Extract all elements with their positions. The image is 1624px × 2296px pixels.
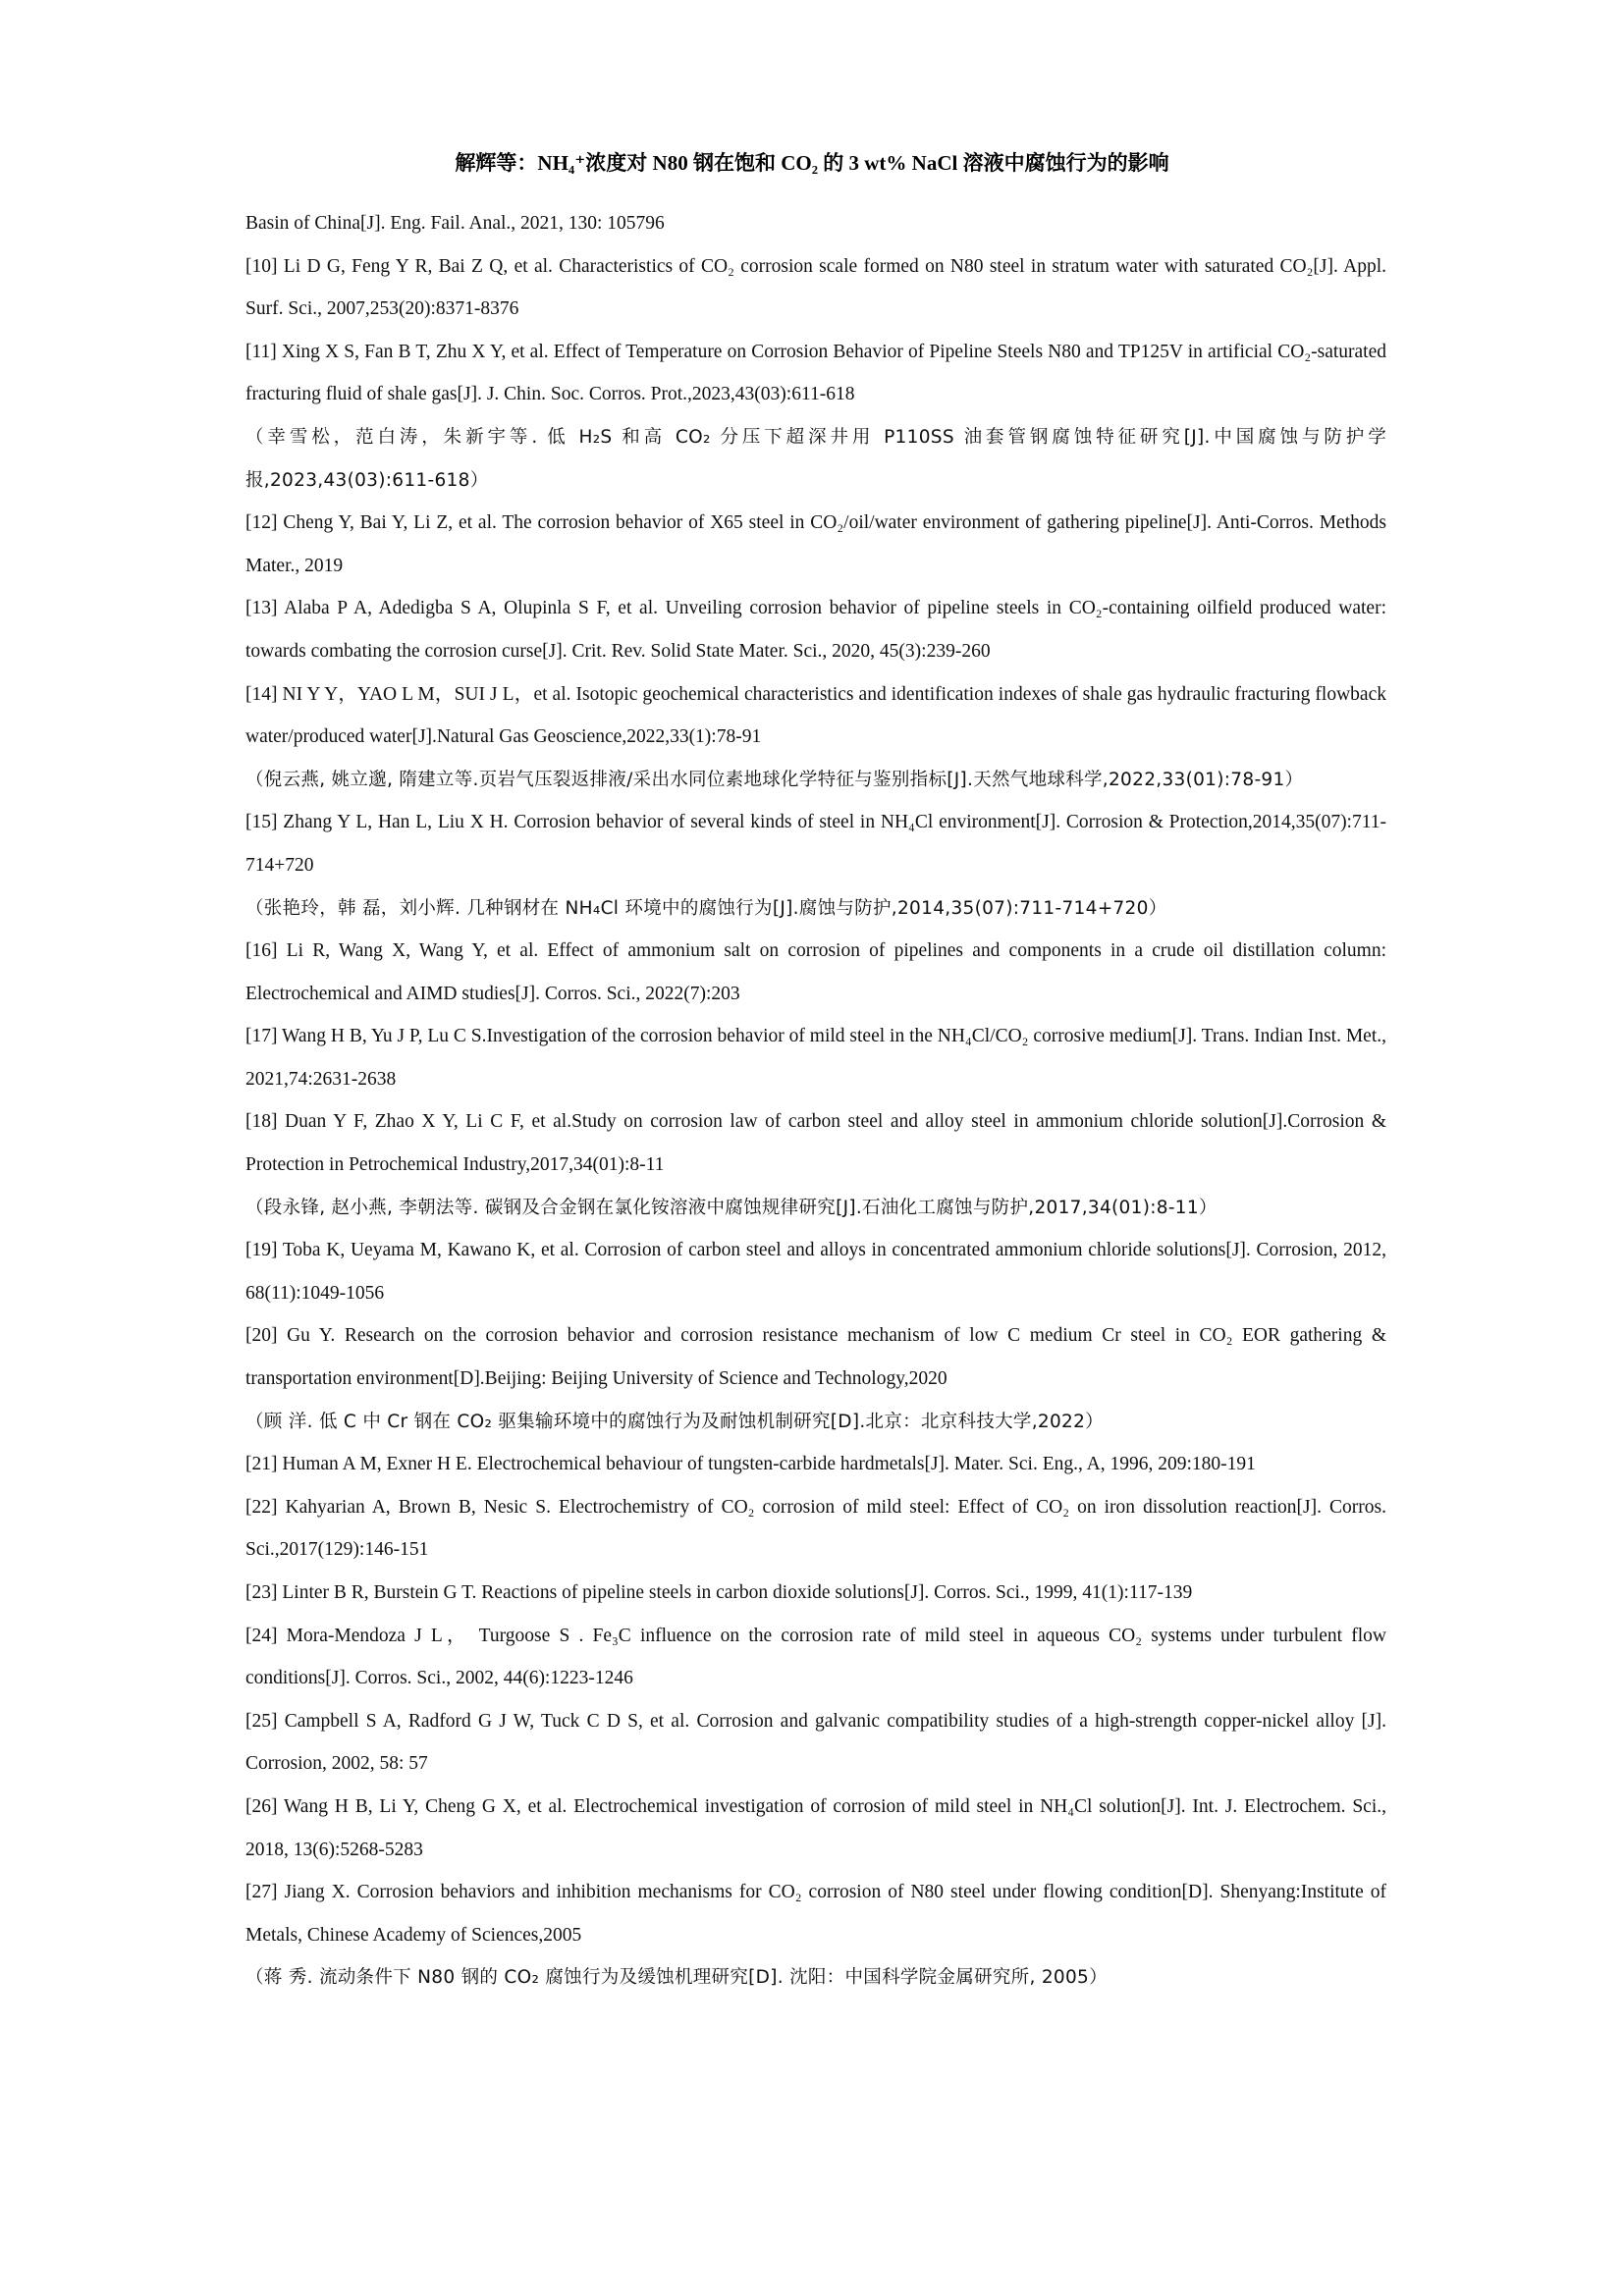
reference-entry: [19] Toba K, Ueyama M, Kawano K, et al. Corrosion of carbon steel and alloys in concentrated ammonium chloride solutions[J]. Corrosion, 2012, 68(11):1049-1056 [245, 1240, 1386, 1304]
reference-entry-translation: （幸雪松，范白涛，朱新宇等. 低 H₂S 和高 CO₂ 分压下超深井用 P110SS 油套管钢腐蚀特征研究[J].中国腐蚀与防护学报,2023,43(03):611-618） [245, 426, 1386, 491]
reference-entry: [26] Wang H B, Li Y, Cheng G X, et al. Electrochemical investigation of corrosion of mild steel in NH₄Cl solution[J]. Int. J. Electrochem. Sci., 2018, 13(6):5268-5283 [245, 1795, 1386, 1860]
reference-entry: [10] Li D G, Feng Y R, Bai Z Q, et al. Characteristics of CO₂ corrosion scale formed on N80 steel in stratum water with saturated CO₂[J]. Appl. Surf. Sci., 2007,253(20):8371-8376 [245, 255, 1386, 320]
reference-entry: [24] Mora-Mendoza J L， Turgoose S . Fe₃C influence on the corrosion rate of mild steel in aqueous CO₂ systems under turbulent flow conditions[J]. Corros. Sci., 2002, 44(6):1223-1246 [245, 1625, 1386, 1689]
reference-entry: [21] Human A M, Exner H E. Electrochemical behaviour of tungsten-carbide hardmetals[J]. Mater. Sci. Eng., A, 1996, 209:180-191 [245, 1454, 1256, 1475]
reference-entry: [14] NI Y Y，YAO L M，SUI J L，et al. Isotopic geochemical characteristics and identification indexes of shale gas hydraulic fracturing flowback water/produced water[J].Natural Gas Geoscience,2022,33(1):78-91 [245, 683, 1386, 748]
reference-entry: [20] Gu Y. Research on the corrosion behavior and corrosion resistance mechanism of low C medium Cr steel in CO₂ EOR gathering & transportation environment[D].Beijing: Beijing University of Science and Technology,2020 [245, 1325, 1386, 1390]
reference-entry: [22] Kahyarian A, Brown B, Nesic S. Electrochemistry of CO₂ corrosion of mild steel: Effect of CO₂ on iron dissolution reaction[J]. Corros. Sci.,2017(129):146-151 [245, 1496, 1386, 1561]
reference-entry-translation: （张艳玲，韩 磊，刘小辉. 几种钢材在 NH₄Cl 环境中的腐蚀行为[J].腐蚀与防护,2014,35(07):711-714+720） [245, 897, 1167, 919]
reference-entry: [25] Campbell S A, Radford G J W, Tuck C D S, et al. Corrosion and galvanic compatibility studies of a high-strength copper-nickel alloy [J]. Corrosion, 2002, 58: 57 [245, 1710, 1386, 1775]
reference-entry: [18] Duan Y F, Zhao X Y, Li C F, et al.Study on corrosion law of carbon steel and alloy steel in ammonium chloride solution[J].Corrosion & Protection in Petrochemical Industry,2017,34(01):8-11 [245, 1111, 1386, 1176]
reference-entry: [13] Alaba P A, Adedigba S A, Olupinla S F, et al. Unveiling corrosion behavior of pipeline steels in CO₂-containing oilfield produced water: towards combating the corrosion curse[J]. Crit. Rev. Solid State Mater. Sci., 2020, 45(3):239-260 [245, 598, 1386, 662]
reference-entry: [23] Linter B R, Burstein G T. Reactions of pipeline steels in carbon dioxide solutions[J]. Corros. Sci., 1999, 41(1):117-139 [245, 1582, 1193, 1603]
reference-entry: [12] Cheng Y, Bai Y, Li Z, et al. The corrosion behavior of X65 steel in CO₂/oil/water environment of gathering pipeline[J]. Anti-Corros. Methods Mater., 2019 [245, 512, 1386, 576]
running-header: 解辉等：NH₄⁺浓度对 N80 钢在饱和 CO₂ 的 3 wt% NaCl 溶液中腐蚀行为的影响 [455, 151, 1169, 175]
reference-entry-translation: （顾 洋. 低 C 中 Cr 钢在 CO₂ 驱集输环境中的腐蚀行为及耐蚀机制研究[D].北京：北京科技大学,2022） [245, 1411, 1104, 1432]
reference-list [245, 202, 1386, 2000]
reference-entry: [27] Jiang X. Corrosion behaviors and inhibition mechanisms for CO₂ corrosion of N80 steel under flowing condition[D]. Shenyang:Institute of Metals, Chinese Academy of Sciences,2005 [245, 1882, 1386, 1946]
reference-entry: [11] Xing X S, Fan B T, Zhu X Y, et al. Effect of Temperature on Corrosion Behavior of Pipeline Steels N80 and TP125V in artificial CO₂-saturated fracturing fluid of shale gas[J]. J. Chin. Soc. Corros. Prot.,2023,43(03):611-618 [245, 341, 1386, 405]
reference-entry: [15] Zhang Y L, Han L, Liu X H. Corrosion behavior of several kinds of steel in NH₄Cl environment[J]. Corrosion & Protection,2014,35(07):711-714+720 [245, 812, 1386, 876]
reference-entry-translation: （蒋 秀. 流动条件下 N80 钢的 CO₂ 腐蚀行为及缓蚀机理研究[D]. 沈阳：中国科学院金属研究所, 2005） [245, 1967, 1108, 1989]
reference-entry: Basin of China[J]. Eng. Fail. Anal., 2021, 130: 105796 [245, 213, 665, 234]
reference-entry: [16] Li R, Wang X, Wang Y, et al. Effect of ammonium salt on corrosion of pipelines and components in a crude oil distillation column: Electrochemical and AIMD studies[J]. Corros. Sci., 2022(7):203 [245, 940, 1386, 1004]
reference-entry-translation: （段永锋, 赵小燕, 李朝法等. 碳钢及合金钢在氯化铵溶液中腐蚀规律研究[J].石油化工腐蚀与防护,2017,34(01):8-11） [245, 1197, 1218, 1218]
reference-entry: [17] Wang H B, Yu J P, Lu C S.Investigation of the corrosion behavior of mild steel in the NH₄Cl/CO₂ corrosive medium[J]. Trans. Indian Inst. Met., 2021,74:2631-2638 [245, 1026, 1386, 1090]
reference-entry-translation: （倪云燕, 姚立邈, 隋建立等.页岩气压裂返排液/采出水同位素地球化学特征与鉴别指标[J].天然气地球科学,2022,33(01):78-91） [245, 769, 1304, 790]
